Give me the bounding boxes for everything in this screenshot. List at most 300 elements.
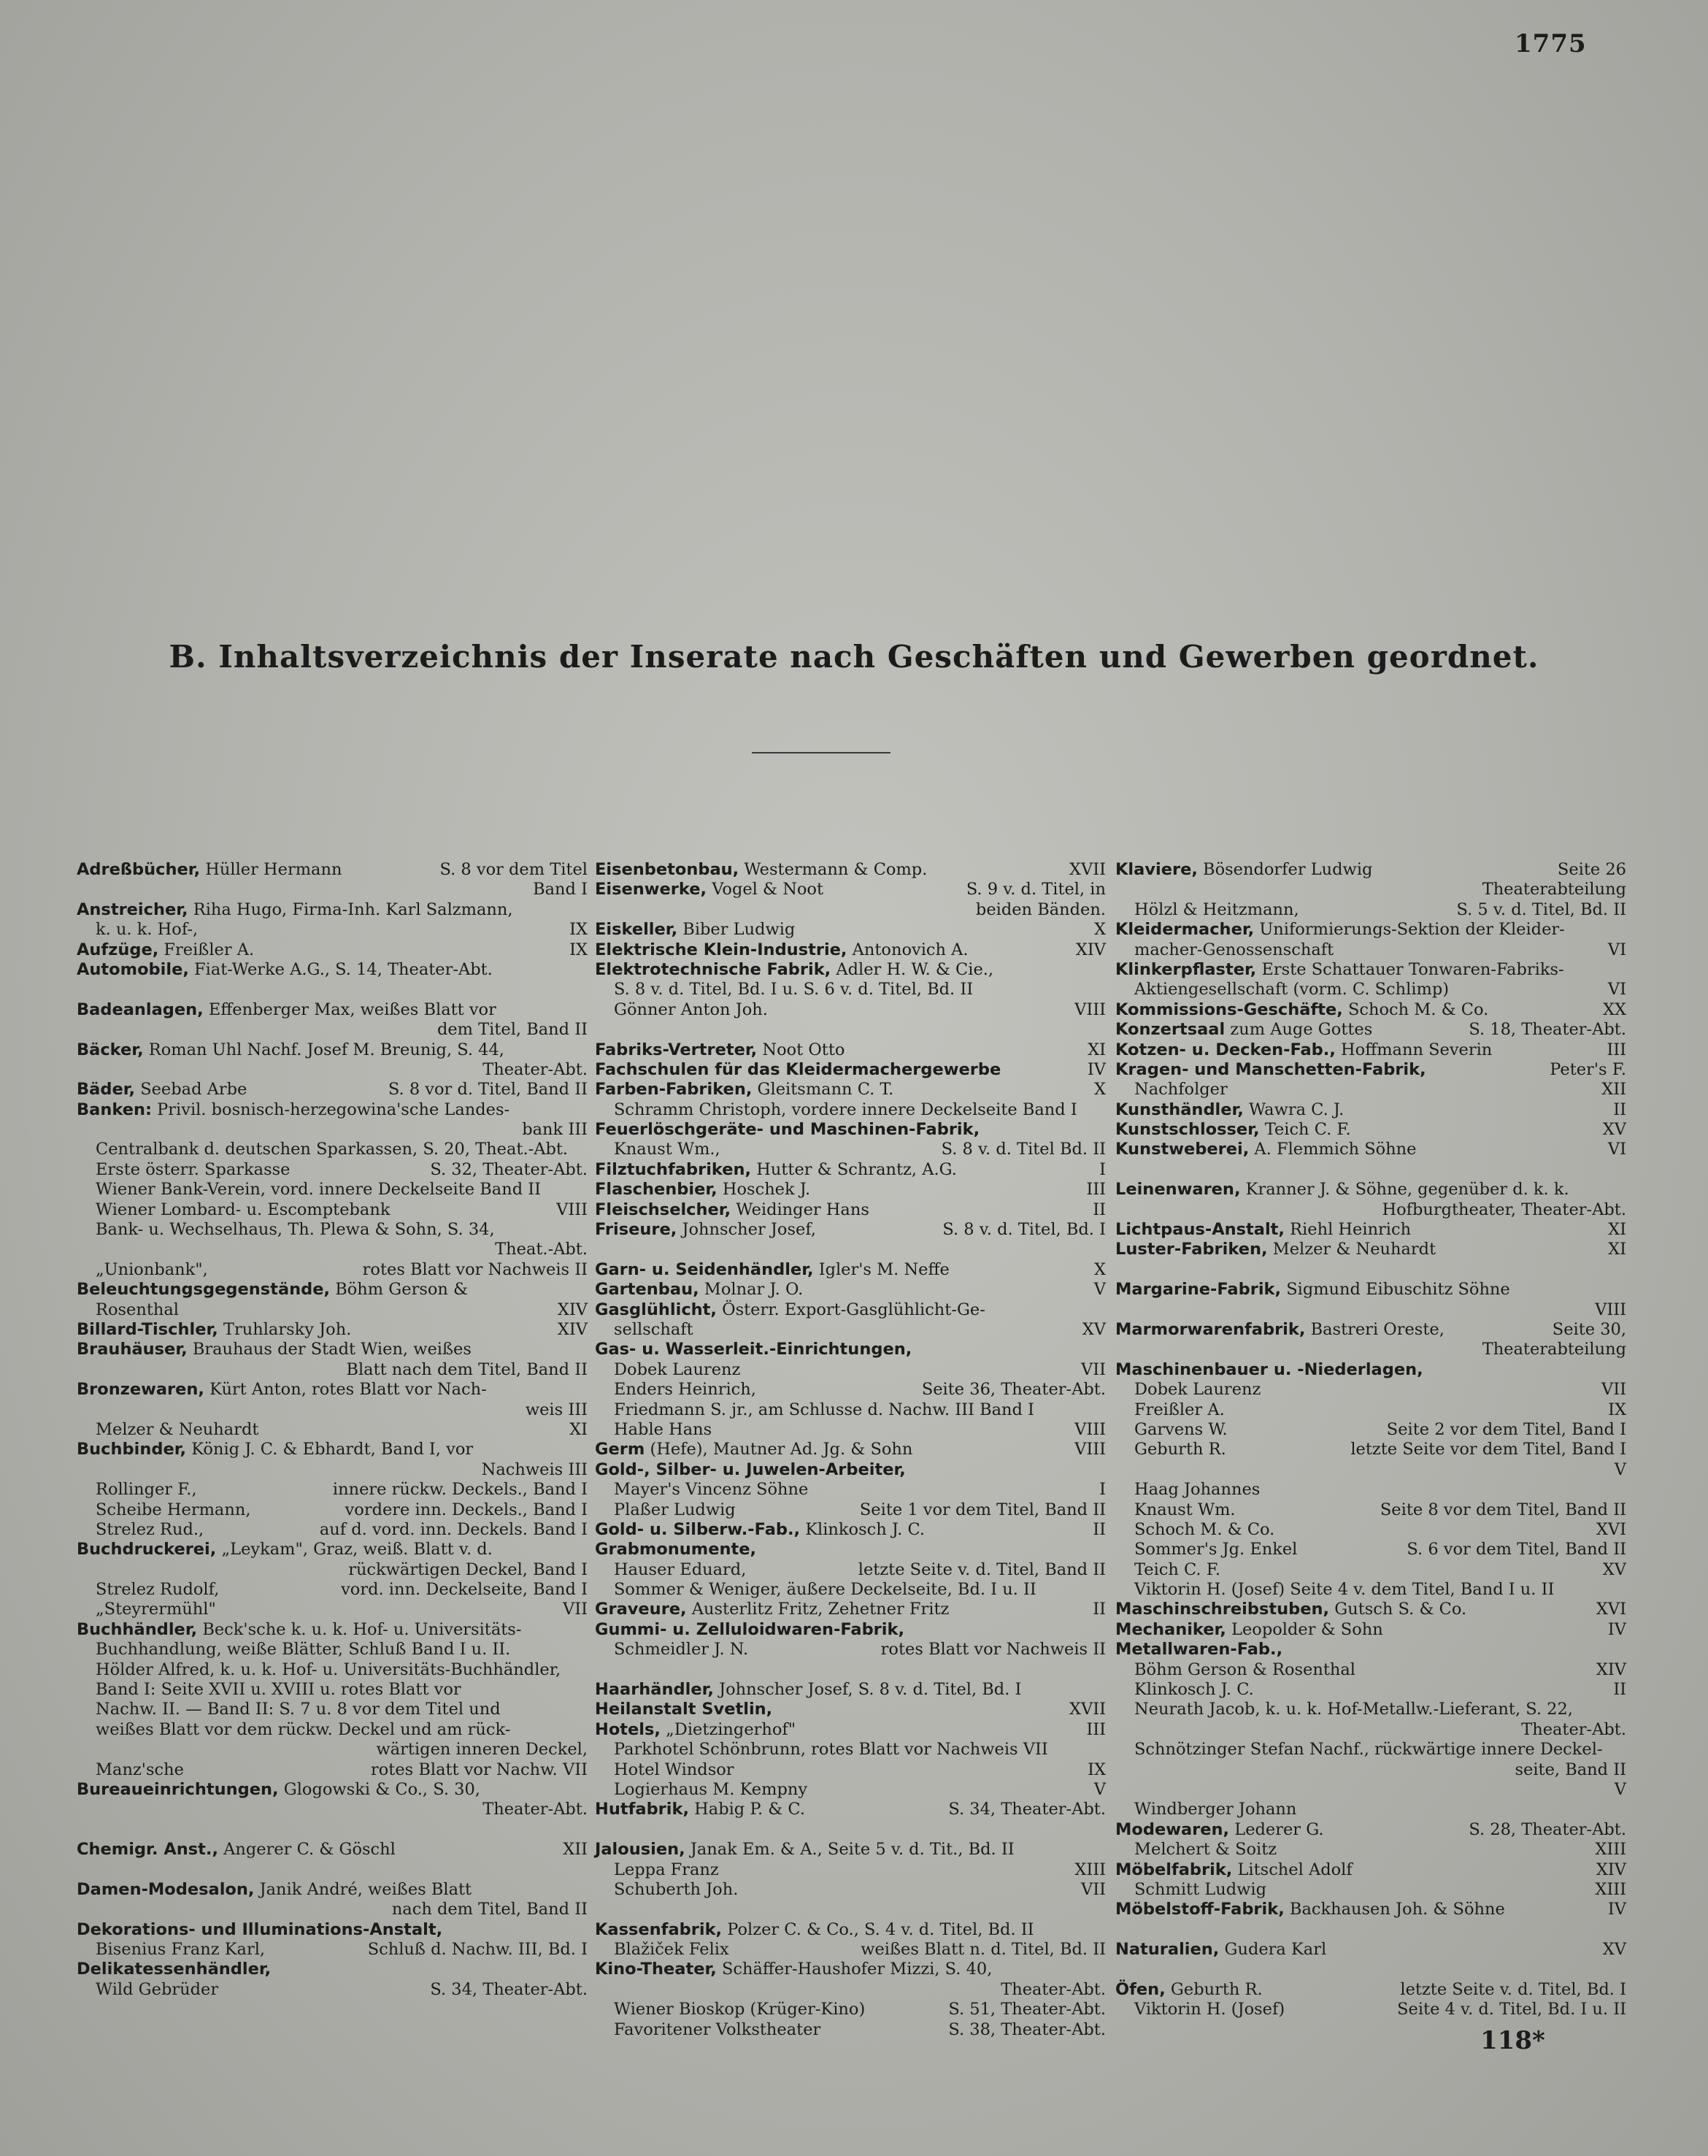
entry-category: Klinkerpflaster, <box>1115 959 1257 979</box>
index-entry <box>77 1220 588 1240</box>
entry-reference: II <box>1093 1200 1106 1219</box>
index-entry <box>595 1720 1106 1740</box>
entry-category: Mechaniker, <box>1115 1619 1226 1639</box>
index-entry <box>77 1740 588 1760</box>
entry-text: Noot Otto <box>762 1040 845 1059</box>
entry-category: Fleischselcher, <box>595 1200 731 1219</box>
entry-reference: XIV <box>557 1300 588 1319</box>
entry-category: Marmorwarenfabrik, <box>1115 1319 1306 1339</box>
entry-reference: V <box>1093 1779 1106 1799</box>
index-entry <box>595 1460 1106 1480</box>
index-entry <box>595 1160 1106 1180</box>
entry-reference: letzte Seite vor dem Titel, Band I <box>1350 1440 1626 1459</box>
entry-reference: S. 18, Theater-Abt. <box>1469 1020 1626 1040</box>
index-entry <box>1115 1420 1626 1440</box>
entry-category: Brauhäuser, <box>77 1340 188 1359</box>
index-entry <box>1115 1100 1626 1120</box>
entry-text: Janik André, weißes Blatt <box>259 1879 472 1899</box>
entry-reference: S. 8 vor dem Titel <box>439 860 588 879</box>
entry-text: Habig P. & C. <box>694 1800 805 1819</box>
entry-reference: III <box>1086 1719 1106 1739</box>
index-entry <box>77 1200 588 1220</box>
entry-text: Biber Ludwig <box>682 920 796 940</box>
entry-category: Chemigr. Anst., <box>77 1840 218 1860</box>
entry-text: Geburth R. <box>1134 1440 1226 1459</box>
entry-category: Beleuchtungsgegenstände, <box>77 1280 331 1300</box>
entry-reference: XX <box>1602 1000 1626 1019</box>
index-entry <box>77 1340 588 1359</box>
entry-text: Hoffmann Severin <box>1341 1040 1493 1059</box>
spacer <box>1115 1160 1626 1180</box>
index-entry <box>1115 1800 1626 1819</box>
index-entry <box>1115 1280 1626 1300</box>
index-entry <box>1115 1060 1626 1080</box>
entry-reference: rotes Blatt vor Nachweis II <box>362 1259 588 1279</box>
entry-text: Riha Hugo, Firma-Inh. Karl Salzmann, <box>193 899 513 919</box>
index-entry <box>595 1060 1106 1080</box>
spacer <box>595 1020 1106 1040</box>
entry-reference: Hofburgtheater, Theater-Abt. <box>1382 1200 1626 1219</box>
entry-reference: S. 8 v. d. Titel, Bd. I <box>942 1220 1106 1240</box>
index-entry <box>595 1420 1106 1440</box>
entry-reference: XIV <box>1075 940 1106 959</box>
entry-reference: Nachweis III <box>481 1459 588 1479</box>
entry-reference: X <box>1093 920 1106 940</box>
entry-category: Bäcker, <box>77 1040 144 1059</box>
entry-text: Schäffer-Haushofer Mizzi, S. 40, <box>721 1960 993 1979</box>
entry-category: Billard-Tischler, <box>77 1319 218 1339</box>
index-entry <box>77 960 588 980</box>
entry-category: Kunstweberei, <box>1115 1140 1250 1159</box>
entry-category: Lichtpaus-Anstalt, <box>1115 1220 1285 1240</box>
entry-category: Anstreicher, <box>77 899 188 919</box>
entry-text: Gudera Karl <box>1224 1940 1327 1960</box>
index-column-1 <box>77 860 588 2000</box>
index-entry <box>77 1040 588 1060</box>
entry-category: Heilanstalt Svetlin, <box>595 1700 773 1719</box>
entry-category: Aufzüge, <box>77 940 159 959</box>
entry-reference: VI <box>1607 1140 1626 1159</box>
entry-text: Parkhotel Schönbrunn, rotes Blatt vor Nachweis VII <box>614 1740 1048 1760</box>
entry-category: Öfen, <box>1115 1979 1166 1999</box>
index-entry <box>77 1560 588 1580</box>
index-entry <box>1115 1740 1626 1760</box>
entry-category: Kotzen- u. Decken-Fab., <box>1115 1040 1336 1059</box>
entry-reference: V <box>1093 1280 1106 1300</box>
entry-reference: Theater-Abt. <box>1521 1719 1626 1739</box>
entry-reference: Seite 8 vor dem Titel, Band II <box>1380 1500 1626 1519</box>
entry-reference: innere rückw. Deckels., Band I <box>332 1480 588 1500</box>
entry-reference: XII <box>1601 1080 1626 1100</box>
entry-text: Logierhaus M. Kempny <box>614 1779 808 1799</box>
index-entry <box>1115 1680 1626 1700</box>
index-entry <box>595 1580 1106 1600</box>
entry-reference: dem Titel, Band II <box>436 1020 588 1040</box>
entry-text: Backhausen Joh. & Söhne <box>1289 1900 1505 1919</box>
index-entry <box>595 1300 1106 1320</box>
entry-text: Gönner Anton Joh. <box>614 1000 768 1019</box>
index-entry <box>1115 1520 1626 1540</box>
entry-text: Friedmann S. jr., am Schlusse d. Nachw. III Band I <box>614 1400 1034 1419</box>
entry-text: Johnscher Josef, <box>682 1220 816 1240</box>
entry-reference: XVI <box>1596 1519 1626 1539</box>
entry-reference: XV <box>1602 1560 1626 1579</box>
index-entry <box>1115 1180 1626 1200</box>
entry-text: Scheibe Hermann, <box>96 1500 251 1519</box>
entry-category: Grabmonumente, <box>595 1540 757 1560</box>
entry-text: Erste Schattauer Tonwaren-Fabriks- <box>1261 959 1564 979</box>
entry-reference: S. 28, Theater-Abt. <box>1469 1819 1626 1839</box>
entry-text: „Leykam", Graz, weiß. Blatt v. d. <box>221 1540 493 1560</box>
index-entry <box>595 960 1106 980</box>
index-entry <box>77 1440 588 1459</box>
index-entry <box>595 1560 1106 1580</box>
entry-reference: VII <box>562 1600 588 1619</box>
section-heading: B. Inhaltsverzeichnis der Inserate nach Geschäften und Gewerben geordnet. <box>169 639 1539 675</box>
index-entry <box>1115 1780 1626 1800</box>
entry-category: Filztuchfabriken, <box>595 1159 752 1179</box>
index-entry <box>1115 1360 1626 1380</box>
entry-text: Wild Gebrüder <box>96 1979 219 1999</box>
entry-text: Schmeidler J. N. <box>614 1640 749 1660</box>
index-entry <box>1115 1240 1626 1259</box>
entry-text: Knaust Wm., <box>614 1140 720 1159</box>
entry-reference: bank III <box>522 1120 588 1140</box>
entry-reference: XIV <box>1596 1660 1626 1679</box>
entry-text: Rosenthal <box>96 1300 179 1319</box>
entry-category: Bronzewaren, <box>77 1380 204 1400</box>
index-entry <box>1115 1720 1626 1740</box>
index-entry <box>77 880 588 899</box>
index-entry <box>77 1520 588 1540</box>
entry-text: Hable Hans <box>614 1419 712 1439</box>
entry-text: Leopolder & Sohn <box>1231 1619 1383 1639</box>
entry-text: Hölzl & Heitzmann, <box>1134 899 1299 919</box>
index-entry <box>77 1800 588 1819</box>
index-entry <box>595 1880 1106 1900</box>
entry-text: zum Auge Gottes <box>1230 1020 1373 1040</box>
entry-reference: II <box>1093 1600 1106 1619</box>
entry-reference: Seite 4 v. d. Titel, Bd. I u. II <box>1397 2000 1626 2019</box>
entry-reference: XVI <box>1596 1600 1626 1619</box>
index-entry <box>595 1440 1106 1459</box>
entry-reference: S. 34, Theater-Abt. <box>948 1800 1106 1819</box>
entry-category: Delikatessenhändler, <box>77 1960 272 1979</box>
entry-reference: XIII <box>1595 1840 1626 1860</box>
index-entry <box>1115 1860 1626 1880</box>
entry-reference: Seite 30, <box>1552 1319 1626 1339</box>
entry-reference: III <box>1607 1040 1626 1059</box>
index-entry <box>1115 1660 1626 1680</box>
entry-text: Strelez Rud., <box>96 1519 204 1539</box>
entry-text: Fiat-Werke A.G., S. 14, Theater-Abt. <box>194 959 493 979</box>
index-entry <box>77 1500 588 1520</box>
index-entry <box>595 1540 1106 1560</box>
entry-category: Eisenwerke, <box>595 880 707 899</box>
entry-text: Garvens W. <box>1134 1419 1228 1439</box>
page-number: 1775 <box>1515 29 1587 58</box>
entry-text: Seebad Arbe <box>140 1080 247 1100</box>
entry-category: Eisenbetonbau, <box>595 860 739 879</box>
entry-reference: VII <box>1601 1380 1626 1400</box>
entry-reference: XI <box>1608 1240 1626 1259</box>
spacer <box>595 1900 1106 1919</box>
entry-reference: X <box>1093 1080 1106 1100</box>
index-entry <box>1115 1080 1626 1100</box>
entry-text: Sigmund Eibuschitz Söhne <box>1286 1280 1510 1300</box>
index-entry <box>1115 1300 1626 1320</box>
entry-category: Germ <box>595 1440 645 1459</box>
entry-text: Nachfolger <box>1134 1080 1228 1100</box>
entry-text: Truhlarsky Joh. <box>223 1319 352 1339</box>
entry-reference: I <box>1099 1480 1106 1500</box>
index-entry <box>595 1180 1106 1200</box>
index-entry <box>77 1940 588 1960</box>
entry-category: Gummi- u. Zelluloidwaren-Fabrik, <box>595 1619 905 1639</box>
index-entry <box>77 1580 588 1600</box>
index-entry <box>595 1320 1106 1340</box>
entry-reference: II <box>1613 1680 1626 1700</box>
index-entry <box>77 1180 588 1200</box>
entry-category: Dekorations- und Illuminations-Anstalt, <box>77 1919 443 1939</box>
index-entry <box>77 1060 588 1080</box>
entry-reference: XIII <box>1595 1879 1626 1899</box>
entry-text: Böhm Gerson & <box>335 1280 469 1300</box>
entry-reference: seite, Band II <box>1515 1760 1626 1779</box>
index-entry <box>595 1200 1106 1220</box>
index-entry <box>77 1660 588 1680</box>
entry-reference: Seite 36, Theater-Abt. <box>921 1380 1106 1400</box>
entry-text: Klinkosch J. C. <box>805 1519 926 1539</box>
entry-reference: S. 34, Theater-Abt. <box>430 1979 588 1999</box>
index-entry <box>595 1920 1106 1940</box>
index-entry <box>1115 1840 1626 1860</box>
index-entry <box>77 1620 588 1640</box>
index-entry <box>1115 1560 1626 1580</box>
index-entry <box>595 1740 1106 1760</box>
entry-text: Melzer & Neuhardt <box>1272 1240 1436 1259</box>
entry-text: Hotel Windsor <box>614 1760 734 1779</box>
index-entry <box>1115 1900 1626 1919</box>
entry-text: Blažiček Felix <box>614 1940 729 1960</box>
index-entry <box>595 940 1106 960</box>
entry-reference: rückwärtigen Deckel, Band I <box>348 1560 588 1579</box>
index-entry <box>595 1380 1106 1400</box>
entry-category: Metallwaren-Fab., <box>1115 1640 1283 1660</box>
index-entry <box>77 1980 588 2000</box>
entry-reference: S. 6 vor dem Titel, Band II <box>1407 1540 1626 1560</box>
entry-category: Klaviere, <box>1115 860 1198 879</box>
spacer <box>595 1660 1106 1680</box>
index-entry <box>77 1920 588 1940</box>
entry-category: Buchbinder, <box>77 1440 187 1459</box>
entry-reference: Theaterabteilung <box>1482 1340 1626 1359</box>
entry-reference: VIII <box>1595 1300 1626 1319</box>
entry-reference: IV <box>1087 1059 1106 1079</box>
entry-reference: rotes Blatt vor Nachweis II <box>880 1640 1106 1660</box>
entry-reference: Seite 1 vor dem Titel, Band II <box>859 1500 1106 1519</box>
entry-text: Wawra C. J. <box>1249 1100 1345 1119</box>
entry-reference: Theater-Abt. <box>482 1059 588 1079</box>
entry-text: Schmitt Ludwig <box>1134 1879 1266 1899</box>
entry-text: Kürt Anton, rotes Blatt vor Nach- <box>209 1380 487 1400</box>
index-entry <box>77 1240 588 1259</box>
entry-text: Hutter & Schrantz, A.G. <box>756 1159 957 1179</box>
entry-reference: III <box>1086 1180 1106 1200</box>
entry-text: Angerer C. & Göschl <box>223 1840 396 1860</box>
entry-text: weißes Blatt vor dem rückw. Deckel und am rück- <box>96 1719 511 1739</box>
spacer <box>77 1820 588 1840</box>
entry-category: Möbelstoff-Fabrik, <box>1115 1900 1285 1919</box>
index-column-2 <box>595 860 1106 2040</box>
entry-text: Sommer's Jg. Enkel <box>1134 1540 1298 1560</box>
index-entry <box>77 860 588 880</box>
entry-category: Elektrotechnische Fabrik, <box>595 959 831 979</box>
entry-category: Jalousien, <box>595 1840 685 1860</box>
index-entry <box>1115 1940 1626 1960</box>
entry-category: Kragen- und Manschetten-Fabrik, <box>1115 1059 1426 1079</box>
spacer <box>1115 1260 1626 1280</box>
index-entry <box>77 1960 588 1979</box>
signature-mark: 118* <box>1480 2026 1545 2055</box>
index-entry <box>595 1700 1106 1719</box>
entry-text: Glogowski & Co., S. 30, <box>283 1779 480 1799</box>
entry-category: Konzertsaal <box>1115 1020 1226 1040</box>
entry-text: Weidinger Hans <box>736 1200 869 1219</box>
entry-text: Melchert & Soitz <box>1134 1840 1277 1860</box>
entry-category: Gold-, Silber- u. Juwelen-Arbeiter, <box>595 1459 906 1479</box>
index-entry <box>77 1540 588 1560</box>
entry-category: Maschinschreibstuben, <box>1115 1600 1330 1619</box>
entry-category: Friseure, <box>595 1220 677 1240</box>
entry-text: Klinkosch J. C. <box>1134 1680 1254 1700</box>
entry-category: Möbelfabrik, <box>1115 1860 1233 1879</box>
entry-reference: XI <box>1088 1040 1106 1059</box>
entry-text: Antonovich A. <box>852 940 969 959</box>
index-entry <box>595 1480 1106 1500</box>
index-entry <box>77 1280 588 1300</box>
entry-text: Hauser Eduard, <box>614 1560 747 1579</box>
entry-reference: XV <box>1082 1319 1106 1339</box>
index-entry <box>595 1840 1106 1860</box>
entry-text: Freißler A. <box>1134 1400 1225 1419</box>
entry-text: Roman Uhl Nachf. Josef M. Breunig, S. 44, <box>148 1040 504 1059</box>
index-entry <box>595 1040 1106 1060</box>
entry-text: Band I: Seite XVII u. XVIII u. rotes Blatt vor <box>96 1680 461 1700</box>
index-entry <box>77 1400 588 1420</box>
entry-text: Wiener Bank-Verein, vord. innere Deckelseite Band II <box>96 1180 542 1200</box>
index-entry <box>77 1120 588 1140</box>
entry-text: Kranner J. & Söhne, gegenüber d. k. k. <box>1245 1180 1569 1200</box>
index-entry <box>77 1780 588 1800</box>
entry-category: Margarine-Fabrik, <box>1115 1280 1282 1300</box>
entry-reference: vord. inn. Deckelseite, Band I <box>341 1580 588 1600</box>
entry-reference: S. 9 v. d. Titel, in <box>966 880 1106 899</box>
entry-text: Schoch M. & Co. <box>1347 1000 1489 1019</box>
index-entry <box>595 1100 1106 1120</box>
entry-text: A. Flemmich Söhne <box>1254 1140 1417 1159</box>
entry-category: Kommissions-Geschäfte, <box>1115 1000 1343 1019</box>
spacer <box>77 980 588 1000</box>
index-entry <box>77 1760 588 1780</box>
entry-reference: Blatt nach dem Titel, Band II <box>346 1359 588 1379</box>
entry-text: Viktorin H. (Josef) Seite 4 v. dem Titel, Band I u. II <box>1134 1580 1555 1600</box>
entry-reference: VI <box>1607 980 1626 1000</box>
spacer <box>77 1860 588 1880</box>
entry-reference: VII <box>1080 1879 1106 1899</box>
entry-text: Wiener Bioskop (Krüger-Kino) <box>614 2000 866 2019</box>
entry-reference: V <box>1614 1459 1626 1479</box>
spacer <box>1115 1920 1626 1940</box>
index-entry <box>595 860 1106 880</box>
entry-reference: XI <box>569 1419 588 1439</box>
entry-reference: II <box>1093 1519 1106 1539</box>
entry-reference: VIII <box>1074 1440 1106 1459</box>
index-entry <box>1115 1000 1626 1020</box>
index-entry <box>595 880 1106 899</box>
entry-text: Bank- u. Wechselhaus, Th. Plewa & Sohn, S. 34, <box>96 1220 495 1240</box>
index-entry <box>1115 1600 1626 1619</box>
index-entry <box>1115 1620 1626 1640</box>
entry-reference: Band I <box>533 880 588 899</box>
entry-reference: letzte Seite v. d. Titel, Bd. I <box>1400 1979 1626 1999</box>
entry-text: Hölder Alfred, k. u. k. Hof- u. Universitäts-Buchhändler, <box>96 1660 561 1679</box>
entry-text: Schramm Christoph, vordere innere Deckelseite Band I <box>614 1100 1077 1119</box>
index-entry <box>1115 1440 1626 1459</box>
index-entry <box>1115 1400 1626 1420</box>
entry-text: Gutsch S. & Co. <box>1334 1600 1467 1619</box>
index-entry <box>77 1840 588 1860</box>
entry-text: Adler H. W. & Cie., <box>836 959 994 979</box>
spacer <box>595 1240 1106 1259</box>
index-entry <box>1115 1040 1626 1060</box>
entry-reference: S. 8 vor d. Titel, Band II <box>388 1080 588 1100</box>
entry-reference: XIII <box>1074 1860 1106 1879</box>
entry-text: Polzer C. & Co., S. 4 v. d. Titel, Bd. II <box>727 1919 1034 1939</box>
entry-category: Haarhändler, <box>595 1680 714 1700</box>
index-entry <box>1115 1580 1626 1600</box>
entry-reference: wärtigen inneren Deckel, <box>376 1740 588 1760</box>
index-entry <box>77 1680 588 1700</box>
index-entry <box>1115 1500 1626 1520</box>
entry-reference: S. 32, Theater-Abt. <box>430 1159 588 1179</box>
index-entry <box>77 1360 588 1380</box>
entry-category: Buchhändler, <box>77 1619 198 1639</box>
index-entry <box>1115 1480 1626 1500</box>
entry-category: Gartenbau, <box>595 1280 699 1300</box>
index-entry <box>595 920 1106 940</box>
entry-text: Leppa Franz <box>614 1860 719 1879</box>
index-entry <box>595 1600 1106 1619</box>
entry-reference: Theater-Abt. <box>1001 1979 1106 1999</box>
index-entry <box>77 1320 588 1340</box>
entry-text: Schnötzinger Stefan Nachf., rückwärtige innere Deckel- <box>1134 1740 1603 1760</box>
index-entry <box>595 1140 1106 1159</box>
spacer <box>595 1820 1106 1840</box>
entry-text: Schoch M. & Co. <box>1134 1519 1275 1539</box>
entry-reference: VIII <box>1074 1419 1106 1439</box>
index-entry <box>77 920 588 940</box>
entry-reference: weißes Blatt n. d. Titel, Bd. II <box>861 1940 1106 1960</box>
index-entry <box>595 1500 1106 1520</box>
entry-category: Maschinenbauer u. -Niederlagen, <box>1115 1359 1423 1379</box>
index-entry <box>1115 960 1626 980</box>
index-entry <box>1115 2000 1626 2019</box>
entry-text: S. 8 v. d. Titel, Bd. I u. S. 6 v. d. Titel, Bd. II <box>614 980 974 1000</box>
index-entry <box>77 1100 588 1120</box>
entry-reference: IV <box>1607 1900 1626 1919</box>
entry-text: sellschaft <box>614 1319 693 1339</box>
